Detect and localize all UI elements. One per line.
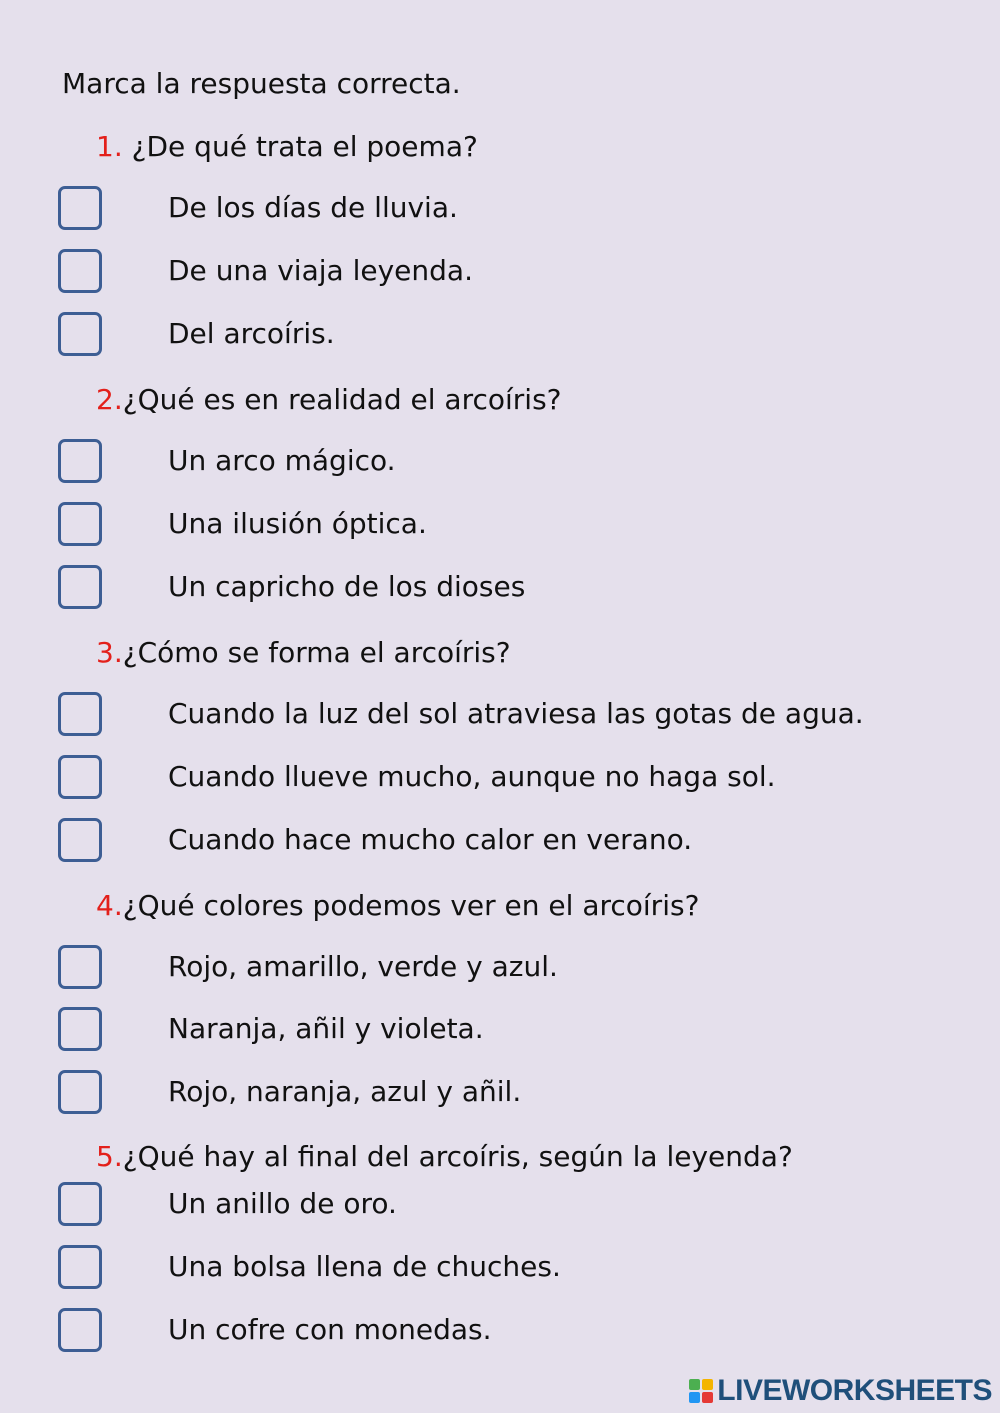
checkbox-5c[interactable] — [58, 1308, 102, 1352]
checkbox-2c[interactable] — [58, 565, 102, 609]
option-2b[interactable] — [0, 502, 1000, 552]
option-5c-label: Un cofre con monedas. — [168, 1313, 492, 1346]
option-5a-label: Un anillo de oro. — [168, 1187, 397, 1220]
checkbox-3c[interactable] — [58, 818, 102, 862]
option-3b-label: Cuando llueve mucho, aunque no haga sol. — [168, 760, 776, 793]
option-1a-label: De los días de lluvia. — [168, 191, 458, 224]
option-4b[interactable] — [0, 1007, 1000, 1057]
question-1-number: 1. — [96, 130, 123, 163]
option-4b-label: Naranja, añil y violeta. — [168, 1012, 484, 1045]
question-2-text: ¿Qué es en realidad el arcoíris? — [122, 383, 562, 416]
checkbox-4b[interactable] — [58, 1007, 102, 1051]
option-5b[interactable] — [0, 1245, 1000, 1295]
option-4a-label: Rojo, amarillo, verde y azul. — [168, 950, 558, 983]
checkbox-1c[interactable] — [58, 312, 102, 356]
checkbox-5b[interactable] — [58, 1245, 102, 1289]
option-2c[interactable] — [0, 565, 1000, 615]
question-1 — [96, 127, 478, 167]
option-3b[interactable] — [0, 755, 1000, 805]
checkbox-5a[interactable] — [58, 1182, 102, 1226]
option-2c-label: Un capricho de los dioses — [168, 570, 526, 603]
question-4 — [96, 886, 699, 926]
option-1b[interactable] — [0, 249, 1000, 299]
option-2a[interactable] — [0, 439, 1000, 489]
instruction-title: Marca la respuesta correcta. — [62, 67, 461, 100]
option-5a[interactable] — [0, 1182, 1000, 1232]
question-3-text: ¿Cómo se forma el arcoíris? — [122, 636, 511, 669]
option-1a[interactable] — [0, 186, 1000, 236]
question-2 — [96, 380, 562, 420]
question-4-text: ¿Qué colores podemos ver en el arcoíris? — [122, 889, 700, 922]
option-1c[interactable] — [0, 312, 1000, 362]
question-3 — [96, 633, 511, 673]
option-2a-label: Un arco mágico. — [168, 444, 396, 477]
option-1b-label: De una viaja leyenda. — [168, 254, 473, 287]
option-3c-label: Cuando hace mucho calor en verano. — [168, 823, 693, 856]
liveworksheets-logo-icon — [689, 1379, 713, 1403]
option-4c-label: Rojo, naranja, azul y añil. — [168, 1075, 522, 1108]
option-5b-label: Una bolsa llena de chuches. — [168, 1250, 561, 1283]
question-1-text: ¿De qué trata el poema? — [122, 130, 478, 163]
checkbox-2a[interactable] — [58, 439, 102, 483]
question-4-number: 4. — [96, 889, 123, 922]
brand-text: LIVEWORKSHEETS — [717, 1374, 992, 1407]
option-3a-label: Cuando la luz del sol atraviesa las gotas de agua. — [168, 697, 864, 730]
checkbox-4c[interactable] — [58, 1070, 102, 1114]
question-5 — [96, 1137, 793, 1177]
question-5-number: 5. — [96, 1140, 123, 1173]
question-5-text: ¿Qué hay al final del arcoíris, según la leyenda? — [122, 1140, 793, 1173]
checkbox-1a[interactable] — [58, 186, 102, 230]
option-4a[interactable] — [0, 945, 1000, 995]
checkbox-3b[interactable] — [58, 755, 102, 799]
question-2-number: 2. — [96, 383, 123, 416]
option-3a[interactable] — [0, 692, 1000, 742]
option-1c-label: Del arcoíris. — [168, 317, 335, 350]
checkbox-2b[interactable] — [58, 502, 102, 546]
option-5c[interactable] — [0, 1308, 1000, 1358]
option-2b-label: Una ilusión óptica. — [168, 507, 427, 540]
checkbox-3a[interactable] — [58, 692, 102, 736]
liveworksheets-brand — [689, 1374, 992, 1408]
question-3-number: 3. — [96, 636, 123, 669]
option-4c[interactable] — [0, 1070, 1000, 1120]
checkbox-4a[interactable] — [58, 945, 102, 989]
option-3c[interactable] — [0, 818, 1000, 868]
checkbox-1b[interactable] — [58, 249, 102, 293]
